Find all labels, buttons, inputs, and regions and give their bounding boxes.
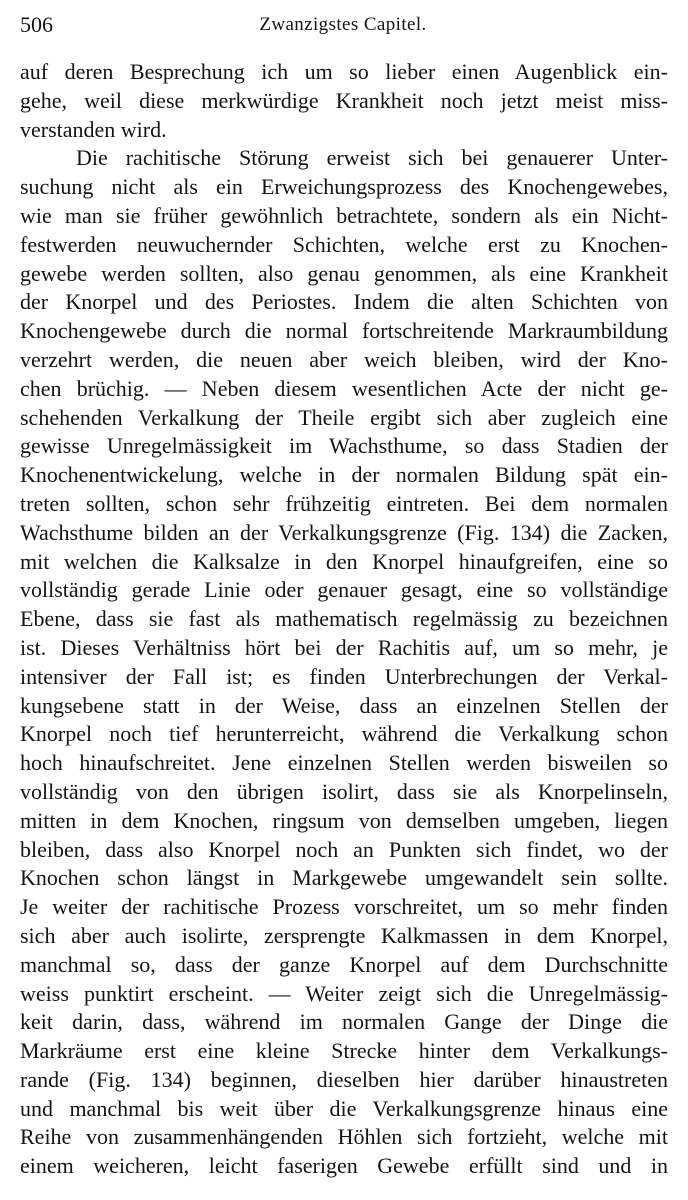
text-line: chen brüchig. — Neben diesem wesentlichen Acte der nicht ge-: [20, 375, 668, 401]
text-line: ist. Dieses Verhältniss hört bei der Rachitis auf, um so mehr, je: [20, 634, 668, 660]
text-line: Die rachitische Störung erweist sich bei genauerer Unter-: [76, 145, 668, 171]
chapter-title: Zwanzigstes Capitel.: [259, 14, 427, 35]
text-line: intensiver der Fall ist; es finden Unterbrechungen der Verkal-: [20, 663, 668, 689]
text-line: kungsebene statt in der Weise, dass an einzelnen Stellen der: [20, 692, 668, 718]
text-line: keit darin, dass, während im normalen Gange der Dinge die: [20, 1009, 668, 1035]
text-line: manchmal so, dass der ganze Knorpel auf dem Durchschnitte: [20, 951, 668, 977]
text-line: auf deren Besprechung ich um so lieber einen Augenblick ein-: [20, 59, 668, 84]
text-line: hoch hinaufschreitet. Jene einzelnen Stellen werden bisweilen so: [20, 750, 668, 776]
text-line: gewebe werden sollten, also genau genommen, als eine Krankheit: [20, 260, 668, 286]
text-line: vollständig gerade Linie oder genauer gesagt, eine so vollständige: [20, 577, 668, 603]
text-line: sich aber auch isolirte, zersprengte Kalkmassen in dem Knorpel,: [20, 922, 668, 948]
text-line: treten sollten, schon sehr frühzeitig eintreten. Bei dem normalen: [20, 490, 668, 516]
text-line: suchung nicht als ein Erweichungsprozess des Knochengewebes,: [20, 174, 668, 200]
text-line: Ebene, dass sie fast als mathematisch regelmässig zu bezeichnen: [20, 606, 668, 632]
text-line: bleiben, dass also Knorpel noch an Punkten sich findet, wo der: [20, 836, 668, 862]
text-line: vollständig von den übrigen isolirt, dass sie als Knorpelinseln,: [20, 778, 668, 804]
text-line: verzehrt werden, die neuen aber weich bleiben, wird der Kno-: [20, 346, 668, 372]
text-line: Knorpel noch tief herunterreicht, während die Verkalkung schon: [20, 721, 668, 747]
text-line: gehe, weil diese merkwürdige Krankheit noch jetzt meist miss-: [20, 87, 668, 113]
text-line: Reihe von zusammenhängenden Höhlen sich fortzieht, welche mit: [20, 1124, 668, 1150]
running-head: [20, 10, 666, 40]
text-line: mit welchen die Kalksalze in den Knorpel hinaufgreifen, eine so: [20, 548, 668, 574]
text-line: gewisse Unregelmässigkeit im Wachsthume, so dass Stadien der: [20, 433, 668, 459]
text-line: festwerden neuwuchernder Schichten, welche erst zu Knochen-: [20, 231, 668, 257]
text-line: mitten in dem Knochen, ringsum von demselben umgeben, liegen: [20, 807, 668, 833]
page-number: 506: [20, 12, 53, 37]
text-line: und manchmal bis weit über die Verkalkungsgrenze hinaus eine: [20, 1095, 668, 1121]
text-line: weiss punktirt erscheint. — Weiter zeigt sich die Unregelmässig-: [20, 980, 668, 1006]
body-text: [20, 58, 668, 1181]
text-line: Wachsthume bilden an der Verkalkungsgrenze (Fig. 134) die Zacken,: [20, 519, 668, 545]
text-line: rande (Fig. 134) beginnen, dieselben hier darüber hinaustreten: [20, 1066, 668, 1092]
text-line: schehenden Verkalkung der Theile ergibt sich aber zugleich eine: [20, 404, 668, 430]
text-line: wie man sie früher gewöhnlich betrachtete, sondern als ein Nicht-: [20, 202, 668, 228]
text-line: Knochenentwickelung, welche in der normalen Bildung spät ein-: [20, 462, 668, 488]
text-line: Knochengewebe durch die normal fortschreitende Markraumbildung: [20, 318, 668, 344]
text-line: Knochen schon längst in Markgewebe umgewandelt sein sollte.: [20, 865, 668, 891]
text-line: Je weiter der rachitische Prozess vorschreitet, um so mehr finden: [20, 894, 668, 920]
text-line: Markräume erst eine kleine Strecke hinter dem Verkalkungs-: [20, 1038, 668, 1064]
text-line: verstanden wird.: [20, 116, 167, 142]
text-line: der Knorpel und des Periostes. Indem die alten Schichten von: [20, 289, 668, 315]
text-line: einem weicheren, leicht faserigen Gewebe erfüllt sind und in: [20, 1153, 668, 1179]
